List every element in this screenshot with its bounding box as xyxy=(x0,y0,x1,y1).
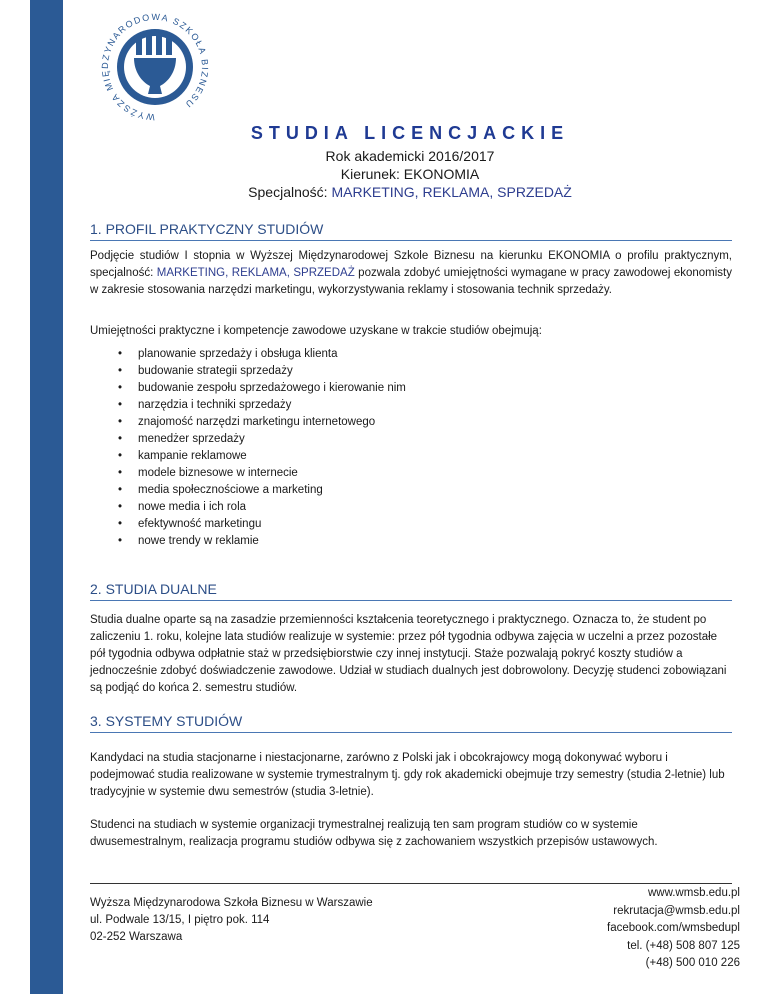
street-address: ul. Podwale 13/15, I piętro pok. 114 xyxy=(90,914,270,926)
list-item: • efektywność marketingu xyxy=(90,516,406,533)
list-item: • narzędzia i techniki sprzedaży xyxy=(90,397,406,414)
list-item: • planowanie sprzedaży i obsługa klienta xyxy=(90,346,406,363)
list-item: • modele biznesowe w internecie xyxy=(90,465,406,482)
systems-text-1: Kandydaci na studia stacjonarne i niestacjonarne, zarówno z Polski jak i obcokrajowcy mogą dokonywać wyboru i podejmować studia realizowane w systemie trymestralnym tj. gdy rok akademicki obejmuje trzy semestry (studia 2-letnie) lub tradycyjnie w systemie dwu semestrów (studia 3-letnie). xyxy=(90,752,725,798)
list-item: • budowanie strategii sprzedaży xyxy=(90,363,406,380)
profile-intro-text-a: Podjęcie studiów I stopnia w Wyższej Międzynarodowej Szkole Biznesu na kierunku EKONOMIA o profilu praktycznym, specjalność: xyxy=(90,250,732,279)
school-logo xyxy=(96,8,214,126)
skills-list xyxy=(90,346,406,550)
logo-text: WYŻSZA MIĘDZYNARODOWA SZKOŁA BIZNESU xyxy=(99,11,211,123)
list-item: • menedżer sprzedaży xyxy=(90,431,406,448)
systems-text-2: Studenci na studiach w systemie organizacji trymestralnej realizują ten sam program studiów co w systemie dwusemestralnym, realizacja programu studiów odbywa się z zachowaniem wszystkich przepisów ustawowych. xyxy=(90,819,658,848)
dual-studies-text: Studia dualne oparte są na zasadzie przemienności kształcenia teoretycznego i praktycznego. Oznacza to, że student po zaliczeniu 1. roku, kolejne lata studiów realizuje w systemie: przez pół tygodnia odbywa zajęcia w uczelni a przez pozostałe pół tygodnia odbywa odpłatnie staż w przedsiębiorstwie czy innej instytucji. Staże pozwalają pokryć koszty studiów a jednocześnie zdobyć doświadczenie zawodowe. Udział w studiach dualnych jest dobrowolony. Decyzję studenci zobowiązani są podjąć do końca 2. semestru studiów. xyxy=(90,614,727,694)
footer-contacts xyxy=(560,868,740,973)
profile-intro xyxy=(90,248,732,299)
page-title: STUDIA LICENCJACKIE xyxy=(250,123,570,143)
postal-address: 02-252 Warszawa xyxy=(90,931,183,943)
list-item: • nowe trendy w reklamie xyxy=(90,533,406,550)
section-heading-profile: 1. PROFIL PRAKTYCZNY STUDIÓW xyxy=(90,221,732,241)
list-item: • budowanie zespołu sprzedażowego i kierowanie nim xyxy=(90,380,406,397)
profile-intro-text-b: pozwala zdobyć umiejętności wymagane w pracy zawodowej ekonomisty w zakresie stosowania narzędzi marketingu, wykorzystywania reklamy i stosowania technik sprzedaży. xyxy=(90,267,732,296)
list-item: • media społecznościowe a marketing xyxy=(90,482,406,499)
list-item: • kampanie reklamowe xyxy=(90,448,406,465)
specialization xyxy=(90,184,730,200)
profile-intro-spec: MARKETING, REKLAMA, SPRZEDAŻ xyxy=(156,267,355,279)
specialization-value: MARKETING, REKLAMA, SPRZEDAŻ xyxy=(331,184,572,200)
facebook-link[interactable]: facebook.com/wmsbedupl xyxy=(607,922,740,934)
school-name: Wyższa Międzynarodowa Szkoła Biznesu w Warszawie xyxy=(90,897,373,909)
website-link[interactable]: www.wmsb.edu.pl xyxy=(647,887,740,899)
academic-year: Rok akademicki 2016/2017 xyxy=(325,148,495,164)
email-link[interactable]: rekrutacja@wmsb.edu.pl xyxy=(613,904,740,917)
phone-2: (+48) 500 010 226 xyxy=(645,957,740,969)
field-of-study: Kierunek: EKONOMIA xyxy=(340,166,480,182)
side-color-bar xyxy=(30,0,63,994)
skills-lead: Umiejętności praktyczne i kompetencje zawodowe uzyskane w trakcie studiów obejmują: xyxy=(90,325,542,337)
phone-1: tel. (+48) 508 807 125 xyxy=(627,939,740,952)
section-heading-dual: 2. STUDIA DUALNE xyxy=(90,581,732,601)
list-item: • nowe media i ich rola xyxy=(90,499,406,516)
list-item: • znajomość narzędzi marketingu internetowego xyxy=(90,414,406,431)
specialization-label: Specjalność: xyxy=(248,184,328,200)
section-heading-systems: 3. SYSTEMY STUDIÓW xyxy=(90,713,732,733)
footer-address xyxy=(90,895,373,946)
